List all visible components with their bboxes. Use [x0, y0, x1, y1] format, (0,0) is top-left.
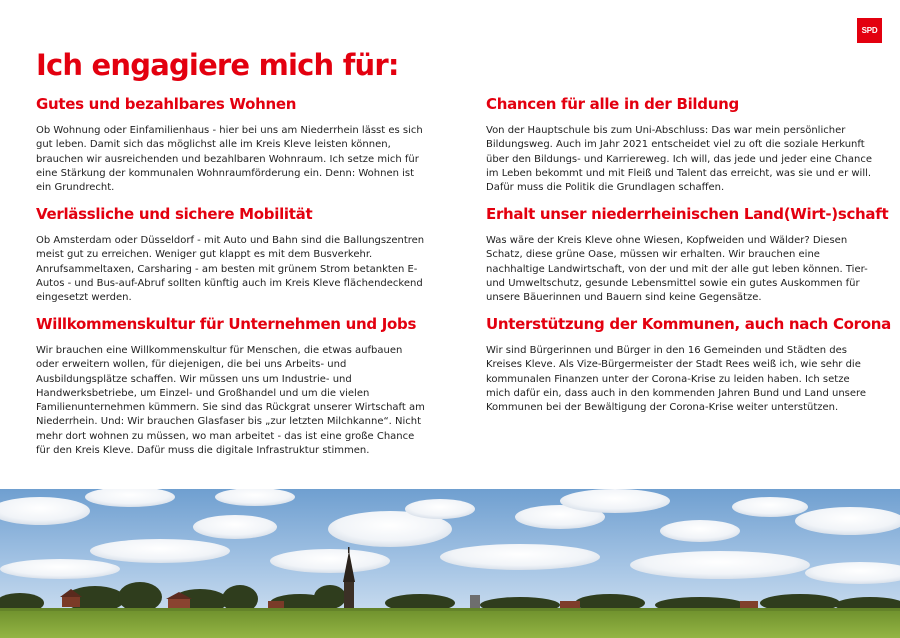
section-heading: Willkommenskultur für Unternehmen und Jobs	[36, 315, 417, 333]
spd-logo: SPD	[857, 18, 882, 43]
section-education	[486, 95, 876, 195]
section-text: Was wäre der Kreis Kleve ohne Wiesen, Kopfweiden und Wälder? Diesen Schatz, diese grüne Oase, müssen wir erhalten. Wir brauchen eine nachhaltige Landwirtschaft, von der und mit der alle gut leben können. Tier- und Umweltschutz, gesunde Lebensmittel sowie ein gutes Auskommen für unsere Bäuerinnen und Bauern sind keine Gegensätze.	[486, 235, 868, 304]
section-mobility	[36, 205, 426, 305]
landscape-illustration	[0, 489, 900, 638]
section-municipalities	[486, 315, 891, 415]
section-heading: Unterstützung der Kommunen, auch nach Corona	[486, 315, 891, 333]
section-business	[36, 315, 426, 458]
section-heading: Gutes und bezahlbares Wohnen	[36, 95, 297, 113]
section-text: Von der Hauptschule bis zum Uni-Abschluss: Das war mein persönlicher Bildungsweg. Auch im Jahr 2021 entscheidet viel zu oft die soziale Herkunft über den Bildungs- und Karriereweg. Ich will, das jede und jeder eine Chance im Leben bekommt und mit Fleiß und Talent das erreicht, was sie und er will. Dafür muss die Politik die Grundlagen schaffen.	[486, 125, 872, 194]
section-heading: Verlässliche und sichere Mobilität	[36, 205, 313, 223]
section-text: Wir sind Bürgerinnen und Bürger in den 16 Gemeinden und Städten des Kreises Kleve. Als Vize-Bürgermeister der Stadt Rees weiß ich, wie sehr die kommunalen Finanzen unter der Corona-Krise zu leiden haben. Ich setze mich dafür ein, dass auch in den kommenden Jahren Bund und Land unsere Kommunen bei der Bewältigung der Corona-Krise weiter unterstützen.	[486, 345, 867, 414]
section-heading: Erhalt unser niederrheinischen Land(Wirt-)schaft	[486, 205, 889, 223]
landscape-photo	[0, 489, 900, 638]
section-housing	[36, 95, 426, 195]
section-heading: Chancen für alle in der Bildung	[486, 95, 739, 113]
section-agriculture	[486, 205, 889, 305]
section-text: Ob Amsterdam oder Düsseldorf - mit Auto und Bahn sind die Ballungszentren meist gut zu erreichen. Weniger gut klappt es mit dem Busverkehr. Anrufsammeltaxen, Carsharing - am besten mit grünem Strom betankten E-Autos - und Bus-auf-Abruf sollten künftig auch im Kreis Kleve flächendeckend eingesetzt werden.	[36, 235, 425, 304]
section-text: Ob Wohnung oder Einfamilienhaus - hier bei uns am Niederrhein lässt es sich gut leben. Damit sich das möglichst alle im Kreis Kleve leisten können, brauchen wir ausreichenden und bezahlbaren Wohnraum. Ich setze mich für eine Stärkung der kommunalen Wohnraumförderung ein. Denn: Wohnen ist ein Grundrecht.	[36, 125, 423, 194]
page-title: Ich engagiere mich für:	[36, 48, 399, 82]
section-text: Wir brauchen eine Willkommenskultur für Menschen, die etwas aufbauen oder erweitern wollen, für diejenigen, die bei uns Arbeits- und Ausbildungsplätze schaffen. Wir müssen uns um Industrie- und Handwerksbetriebe, um Einzel- und Großhandel und um die vielen Familienunternehmen kümmern. Sie sind das Rückgrat unserer Wirtschaft am Niederrhein. Und: Wir brauchen Glasfaser bis „zur letzten Milchkanne“. Nicht mehr dort wohnen zu müssen, wo man arbeitet - das ist eine große Chance für den Kreis Kleve. Dafür muss die digitale Infrastruktur stimmen.	[36, 345, 425, 457]
